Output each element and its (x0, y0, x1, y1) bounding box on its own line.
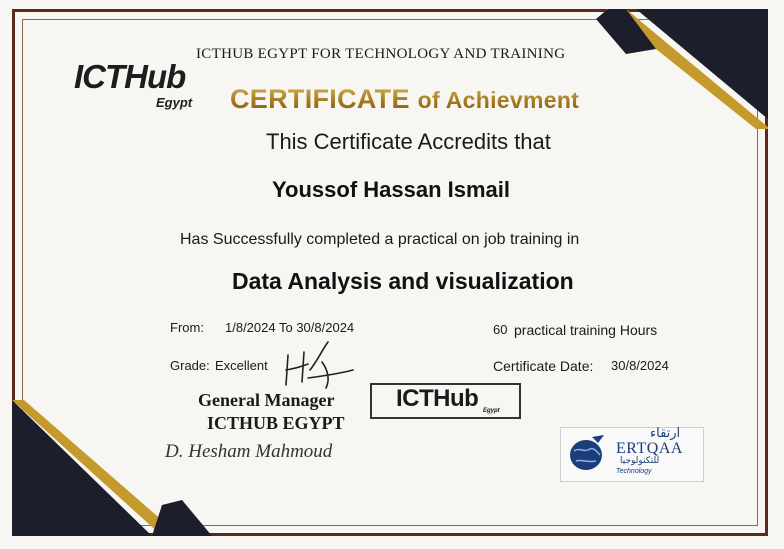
partner-latin: ERTQAA (616, 440, 683, 457)
icthub-logo: ICTHub (74, 58, 186, 95)
signatory-org: ICTHUB EGYPT (207, 413, 345, 433)
corner-decoration-top-right (596, 9, 768, 129)
certificate-title-main: CERTIFICATE (230, 84, 410, 114)
corner-decoration-bottom-left (12, 400, 212, 536)
grade-label: Grade: (170, 358, 210, 373)
stamp-sub: Egypt (483, 408, 500, 414)
icthub-logo-sub: Egypt (156, 95, 193, 110)
partner-arabic: ارتقاء (650, 426, 681, 441)
accredits-line: This Certificate Accredits that (266, 129, 551, 154)
signatory-name: D. Hesham Mahmoud (165, 441, 333, 462)
completed-line: Has Successfully completed a practical on job training in (180, 231, 580, 248)
date-value: 30/8/2024 (611, 358, 669, 373)
from-label: From: (170, 320, 204, 335)
recipient-name: Youssof Hassan Ismail (272, 177, 511, 202)
grade-value: Excellent (215, 358, 268, 373)
partner-tagline: Technology (616, 468, 652, 475)
org-header: ICTHUB EGYPT FOR TECHNOLOGY AND TRAINING (196, 46, 566, 62)
date-label: Certificate Date: (493, 358, 594, 374)
certificate-title (230, 84, 579, 115)
globe-icon (566, 433, 610, 473)
course-title: Data Analysis and visualization (232, 268, 574, 294)
signatory-title: General Manager (198, 390, 335, 410)
from-value: 1/8/2024 To 30/8/2024 (225, 320, 355, 335)
stamp-brand: ICTHub (396, 385, 479, 412)
certificate-title-rest: of Achievment (417, 87, 580, 113)
manager-signature (278, 340, 358, 390)
partner-arabic-sub: للتكنولوجيا (620, 456, 660, 466)
hours-count: 60 (493, 322, 508, 337)
hours-label: practical training Hours (514, 322, 658, 338)
